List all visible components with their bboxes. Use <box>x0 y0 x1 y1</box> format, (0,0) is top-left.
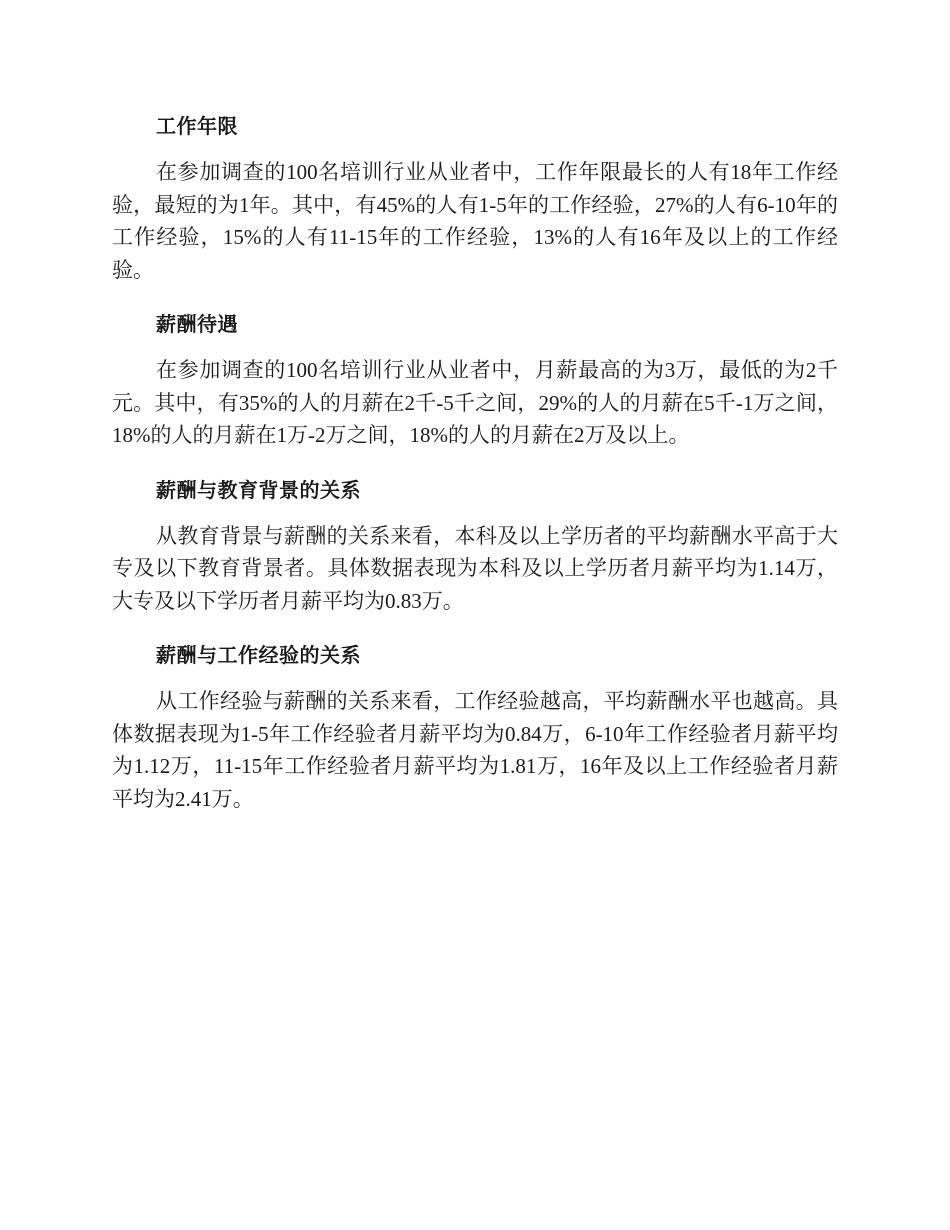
section-salary-experience <box>112 639 838 815</box>
section-heading: 薪酬与教育背景的关系 <box>156 477 361 502</box>
section-work-years <box>112 110 838 286</box>
section-heading: 薪酬待遇 <box>156 312 238 336</box>
section-salary <box>112 308 838 452</box>
section-heading: 工作年限 <box>156 114 238 138</box>
section-paragraph: 从教育背景与薪酬的关系来看，本科及以上学历者的平均薪酬水平高于大专及以下教育背景者。具体数据表现为本科及以上学历者月薪平均为1.14万，大专及以下学历者月薪平均为0.83万。 <box>112 523 838 613</box>
section-paragraph: 在参加调查的100名培训行业从业者中，工作年限最长的人有18年工作经验，最短的为1年。其中，有45%的人有1-5年的工作经验，27%的人有6-10年的工作经验，15%的人有11-15年的工作经验，13%的人有16年及以上的工作经验。 <box>112 160 838 282</box>
section-heading: 薪酬与工作经验的关系 <box>156 643 361 667</box>
section-paragraph: 从工作经验与薪酬的关系来看，工作经验越高，平均薪酬水平也越高。具体数据表现为1-5年工作经验者月薪平均为0.84万，6-10年工作经验者月薪平均为1.12万，11-15年工作经验者月薪平均为1.81万，16年及以上工作经验者月薪平均为2.41万。 <box>112 689 838 811</box>
document-content <box>112 110 838 837</box>
section-paragraph: 在参加调查的100名培训行业从业者中，月薪最高的为3万，最低的为2千元。其中，有35%的人的月薪在2千-5千之间，29%的人的月薪在5千-1万之间，18%的人的月薪在1万-2万之间，18%的人的月薪在2万及以上。 <box>112 358 838 447</box>
section-salary-education <box>112 474 838 618</box>
